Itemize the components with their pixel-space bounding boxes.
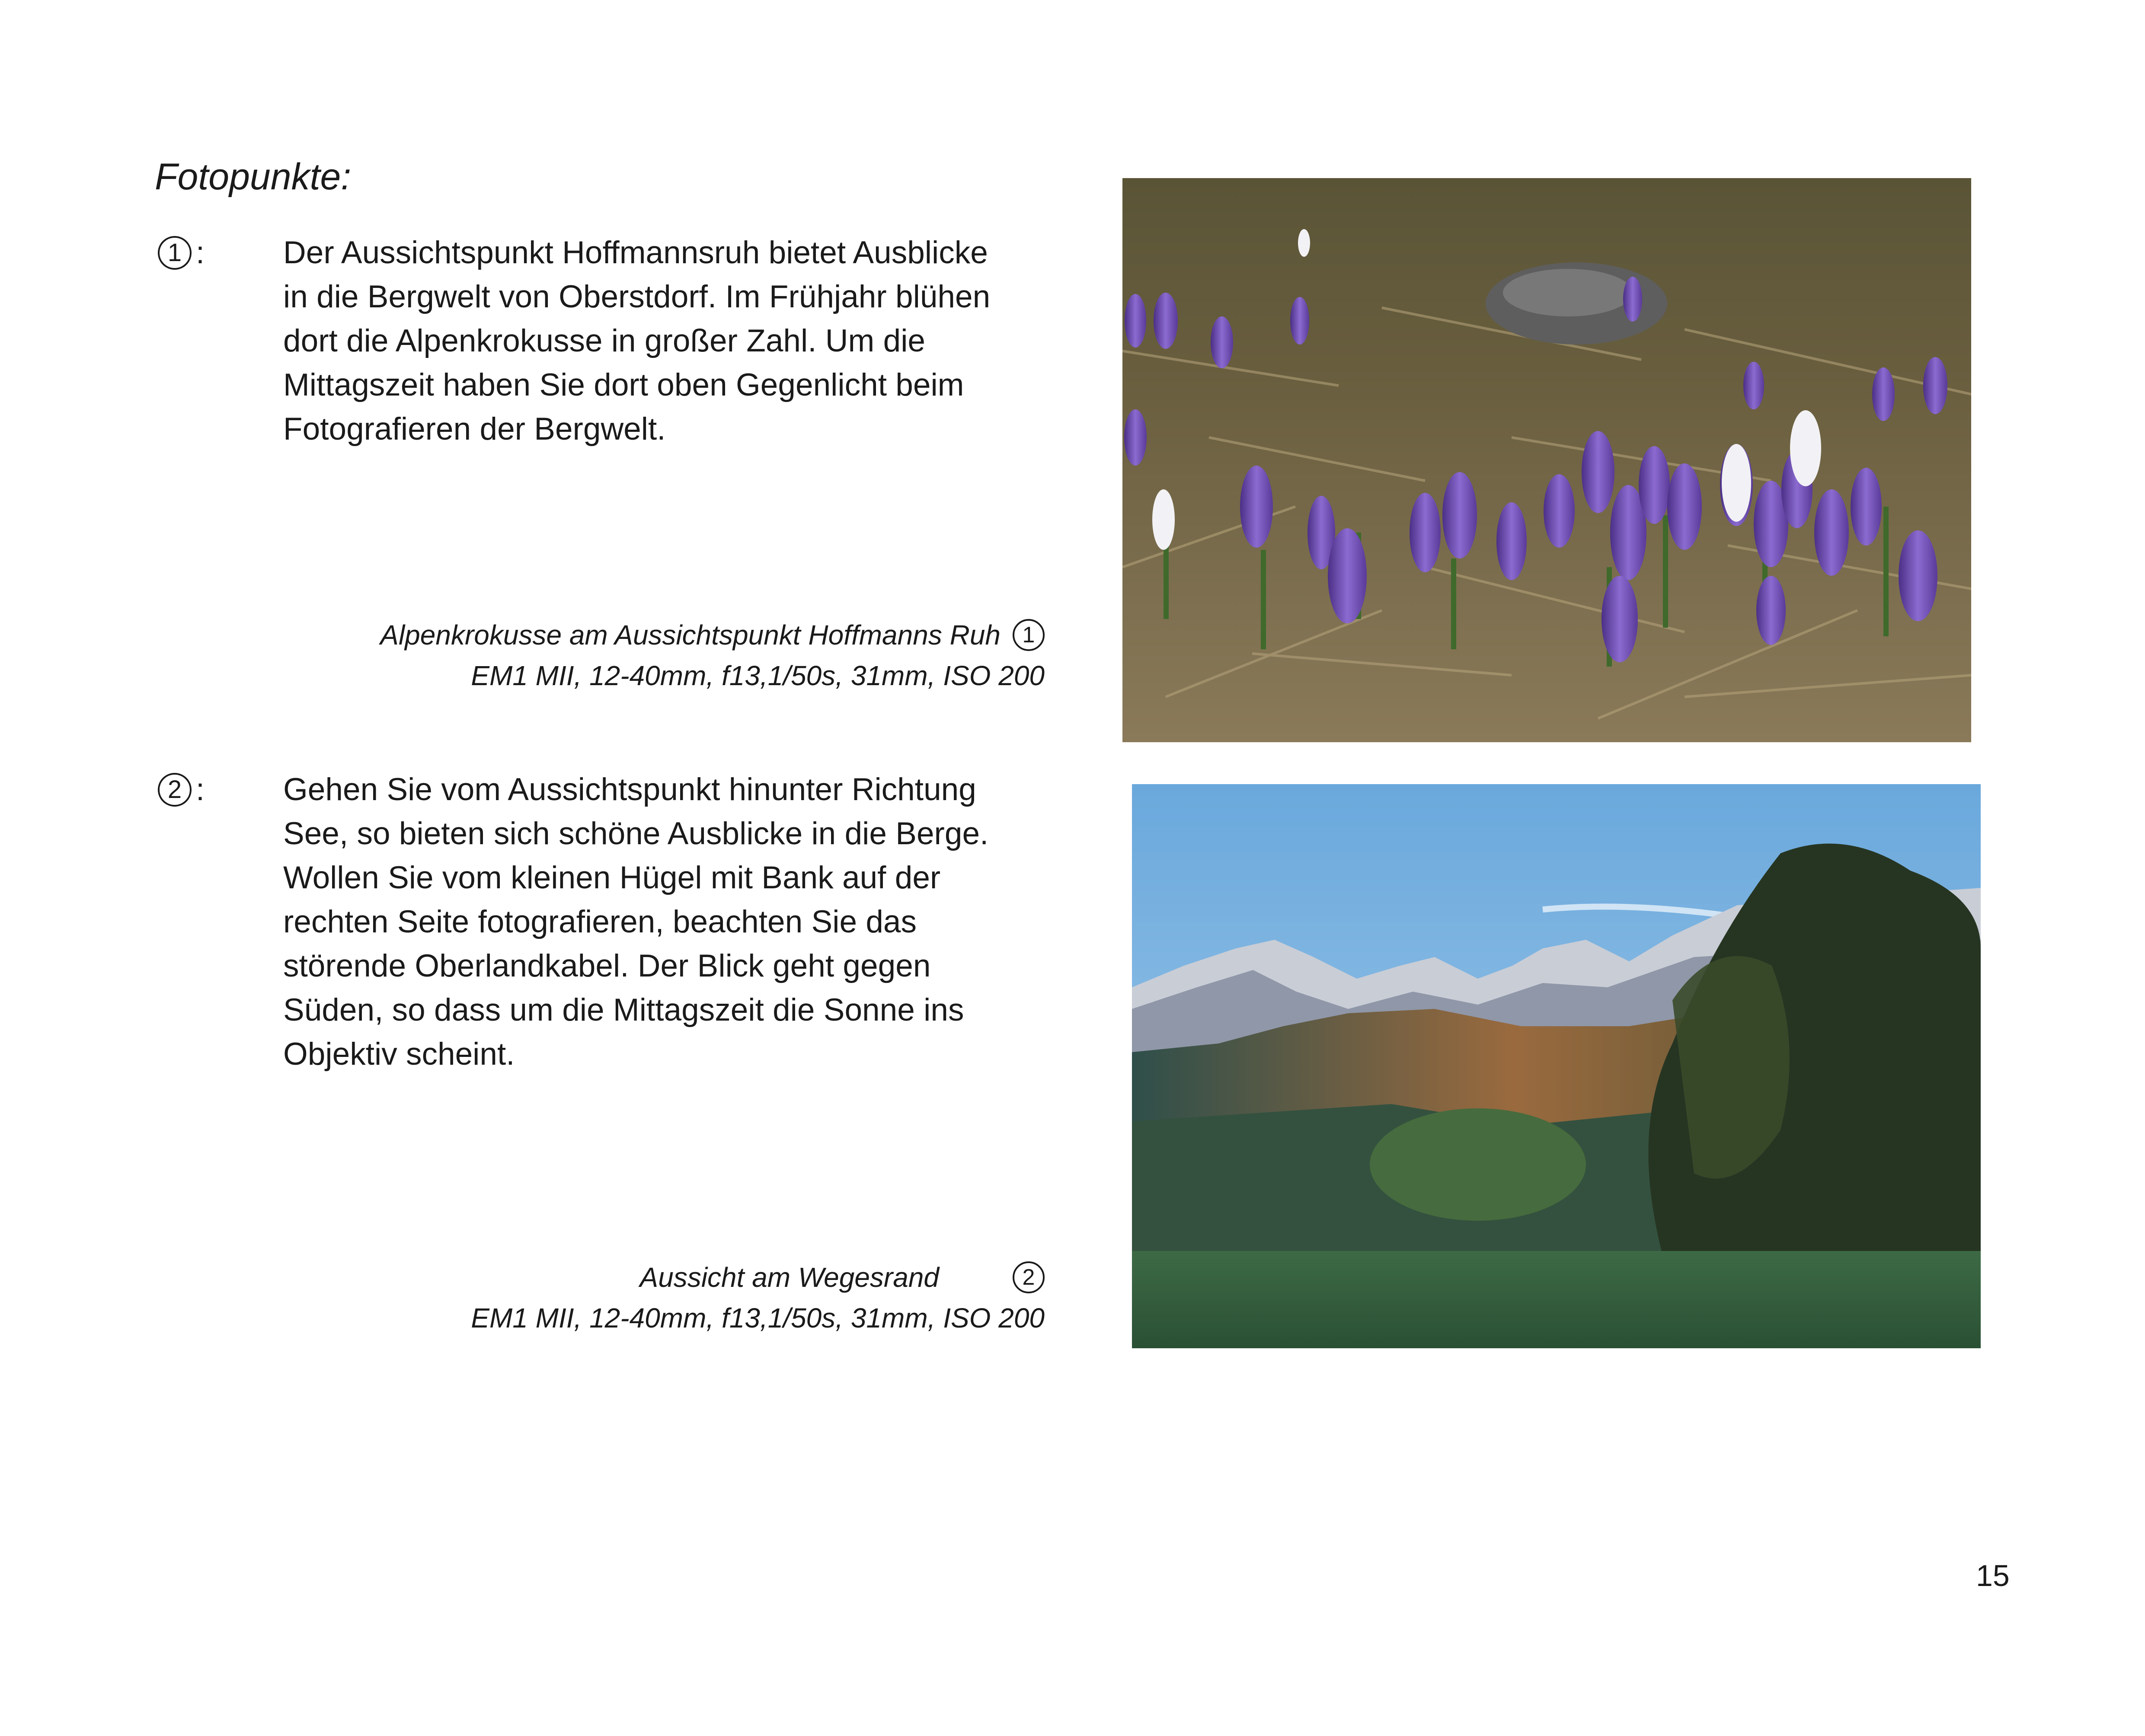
point-1-marker bbox=[158, 231, 205, 274]
crocus-photo-graphic bbox=[1122, 178, 1971, 742]
photo-crocuses bbox=[1122, 178, 1971, 742]
photo-2-caption-title: Aussicht am Wegesrand bbox=[639, 1262, 939, 1293]
circled-number-1: 1 bbox=[158, 236, 192, 270]
mountain-photo-graphic bbox=[1132, 784, 1981, 1348]
circled-number-2: 2 bbox=[1013, 1261, 1045, 1293]
circled-number-1: 1 bbox=[1013, 619, 1045, 651]
point-2-marker bbox=[158, 768, 205, 811]
point-2-description: Gehen Sie vom Aussichtspunkt hinunter Richtung See, so bieten sich schöne Ausblicke in die Berge. Wollen Sie vom kleinen Hügel mit Bank auf der rechten Seite fotografieren, beachten Sie das störende Oberlandkabel. Der Blick geht gegen Süden, so dass um die Mittagszeit die Sonne ins Objektiv scheint. bbox=[283, 772, 989, 1072]
point-2-marker-suffix: : bbox=[196, 772, 205, 807]
photo-2-caption-title-line bbox=[471, 1257, 1045, 1298]
photo-1-caption-title: Alpenkrokusse am Aussichtspunkt Hoffmanns Ruh bbox=[380, 619, 1001, 651]
photo-2-caption-exif: EM1 MII, 12-40mm, f13,1/50s, 31mm, ISO 200 bbox=[471, 1302, 1045, 1334]
point-1-marker-suffix: : bbox=[196, 236, 205, 270]
photo-1-caption bbox=[380, 615, 1045, 696]
photo-1-caption-title-line bbox=[380, 615, 1045, 655]
photo-1-caption-exif: EM1 MII, 12-40mm, f13,1/50s, 31mm, ISO 200 bbox=[471, 660, 1045, 691]
photo-mountain-view bbox=[1132, 784, 1981, 1348]
point-1-description: Der Aussichtspunkt Hoffmannsruh bietet Ausblicke in die Bergwelt von Oberstdorf. Im Frühjahr blühen dort die Alpenkrokusse in großer Zahl. Um die Mittagszeit haben Sie dort oben Gegenlicht beim Fotografieren der Bergwelt. bbox=[283, 235, 991, 447]
circled-number-2: 2 bbox=[158, 773, 192, 807]
page-number: 15 bbox=[1976, 1559, 2010, 1592]
section-title: Fotopunkte: bbox=[155, 156, 352, 198]
photo-2-caption bbox=[471, 1257, 1045, 1338]
